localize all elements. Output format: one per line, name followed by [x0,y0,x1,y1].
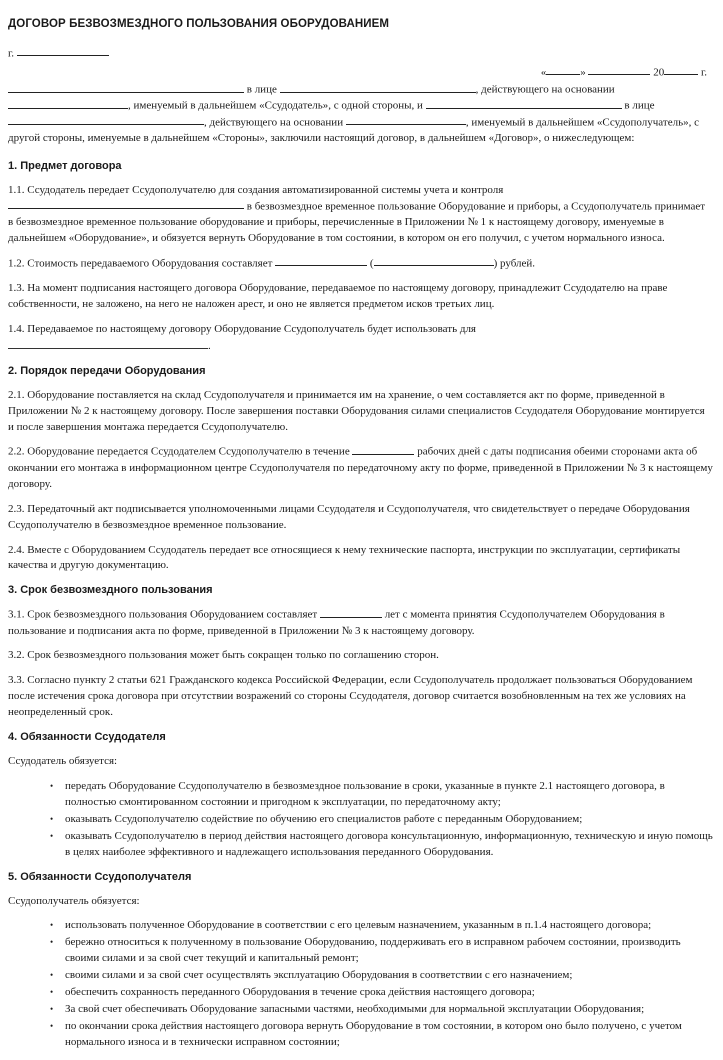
intro-blank-lender-rep[interactable] [280,82,476,92]
clause-2-3: 2.3. Передаточный акт подписывается уполномоченными лицами Ссудодателя и Ссудополучателя, что свидетельствует о передаче Оборудования Ссудополучателю в безвозмездное временное пользование. [8,502,690,531]
clause-3-1-text-b: лет с момента принятия Ссудополучателем Оборудования в пользование и подписания акта по форме, приведенной в Приложении № 3 к настоящему договору. [8,608,665,637]
list-item [8,1002,713,1018]
bullet-icon: • [50,920,54,931]
city-line [8,46,713,61]
section-heading-5: 5. Обязанности Ссудополучателя [8,870,192,883]
section-heading-4: 4. Обязанности Ссудодателя [8,731,166,744]
clause-1-2 [8,256,713,272]
list-item-text: оказывать Ссудополучателю в период действия настоящего договора консультационную, информационную, техническую и иную помощь в целях наиболее эффективного и надлежащего использования переданного Оборудования. [65,829,713,858]
bullet-icon: • [50,813,54,824]
list-item-text: бережно относиться к полученному в пользование Оборудованию, поддерживать его в исправном рабочем состоянии, производить своими силами и за свой счет текущий и капитальный ремонт; [65,936,681,965]
clause-1-3: 1.3. На момент подписания настоящего договора Оборудование, передаваемое по настоящему договору, принадлежит Ссудодателю на праве собственности, не заложено, на него не наложен арест, и оно не является предметом исков третьих лиц. [8,282,668,311]
clause-1-1-text-a: 1.1. Ссудодатель передает Ссудополучателю для создания автоматизированной системы учета и контроля [8,183,504,196]
date-year-blank[interactable] [664,65,698,75]
list-item-text: использовать полученное Оборудование в соответствии с его целевым назначением, указанным в п.1.4 настоящего договора; [65,919,652,932]
intro-blank-borrower-basis[interactable] [346,115,466,125]
clause-1-2-text-c: ) рублей. [493,257,536,270]
clause-3-1-blank-years[interactable] [320,607,382,617]
date-line [8,65,713,80]
list-item [8,968,713,984]
bullet-icon: • [50,937,54,948]
intro-part6: , именуемый в дальнейшем «Ссудополучатель», с другой стороны, именуемые в дальнейшем «Стороны», заключили настоящий договор, в дальнейшем «Договор», о нижеследующем: [8,116,699,145]
intro-part1: в лице [246,83,277,96]
section-heading-1: 1. Предмет договора [8,159,122,172]
date-quote-close: » [580,66,586,79]
clause-1-1-blank[interactable] [8,199,244,209]
section-5-lead: Ссудополучатель обязуется: [8,894,140,907]
clause-3-3: 3.3. Согласно пункту 2 статьи 621 Гражданского кодекса Российской Федерации, если Ссудополучатель продолжает пользоваться Оборудованием после истечения срока договора при отсутствии возражений со стороны Ссудодателя, договор считается возобновленным на тех же условиях на неопределенный срок. [8,674,693,719]
intro-part5: , действующего на основании [204,116,344,129]
bullet-icon: • [50,780,54,791]
date-quote-open: « [540,66,547,79]
city-blank[interactable] [17,46,109,56]
intro-blank-borrower-name[interactable] [426,98,622,108]
clause-2-2-blank-days[interactable] [352,444,414,454]
list-item-text: своими силами и за свой счет осуществлять эксплуатацию Оборудования в соответствии с его назначением; [65,969,573,982]
clause-1-2-blank-figure[interactable] [275,256,367,266]
list-item [8,829,713,861]
clause-1-2-text-b: ( [369,257,374,270]
clause-2-2 [8,444,713,492]
clause-2-2-text-b: рабочих дней с даты подписания обеими сторонами акта об окончании его монтажа в информационном центре Ссудополучателя по передаточному акту по форме, приведенной в Приложении № 3 к настоящему договору. [8,445,713,490]
clause-3-1 [8,607,713,639]
bullet-icon: • [50,987,54,998]
clause-1-1 [8,183,713,247]
section-heading-3: 3. Срок безвозмездного пользования [8,584,213,597]
section-4-duties-list [8,779,713,861]
intro-part2: , действующего на основании [475,83,615,96]
clause-3-2: 3.2. Срок безвозмездного пользования может быть сокращен только по соглашению сторон. [8,649,439,662]
intro-part4: в лице [624,99,655,112]
list-item-text: За свой счет обеспечивать Оборудование запасными частями, необходимыми для нормальной эксплуатации Оборудования; [65,1003,645,1016]
section-4-lead: Ссудодатель обязуется: [8,755,118,768]
list-item-text: по окончании срока действия настоящего договора вернуть Оборудование в том состоянии, в котором оно было получено, с учетом нормального износа и в технически исправном состоянии; [65,1020,682,1048]
clause-2-2-text-a: 2.2. Оборудование передается Ссудодателем Ссудополучателю в течение [8,445,350,458]
section-5-duties-list [8,918,713,1051]
list-item [8,812,713,828]
clause-3-1-text-a: 3.1. Срок безвозмездного пользования Оборудованием составляет [8,608,318,621]
list-item-text: оказывать Ссудополучателю содействие по обучению его специалистов работе с переданным Оборудованием; [65,812,583,825]
list-item-text: обеспечить сохранность переданного Оборудования в течение срока действия настоящего договора; [65,986,535,999]
list-item [8,918,713,934]
section-heading-2: 2. Порядок передачи Оборудования [8,364,206,377]
clause-2-1: 2.1. Оборудование поставляется на склад Ссудополучателя и принимается им на хранение, о чем составляется акт по форме, приведенной в Приложении № 2 к настоящему договору. После завершения поставки Оборудования силами специалистов Ссудодателя Оборудование монтируется и после завершения монтажа передается Ссудополучателю. [8,388,705,433]
bullet-icon: • [50,830,54,841]
bullet-icon: • [50,1021,54,1032]
page-title: ДОГОВОР БЕЗВОЗМЕЗДНОГО ПОЛЬЗОВАНИЯ ОБОРУДОВАНИЕМ [8,18,390,30]
list-item [8,935,713,967]
intro-blank-lender-basis[interactable] [8,98,128,108]
intro-paragraph [8,82,713,147]
city-label: г. [8,47,15,60]
bullet-icon: • [50,970,54,981]
clause-1-4-text-b: . [208,339,211,352]
clause-2-4: 2.4. Вместе с Оборудованием Ссудодатель передает все относящиеся к нему технические паспорта, инструкции по эксплуатации, сертификаты качества и другую документацию. [8,543,681,572]
clause-1-1-text-b: в безвозмездное временное пользование Оборудование и приборы, а Ссудополучатель принимает в безвозмездное временное пользование оборудование и приборы, перечисленные в Приложении № 1 к настоящему договору, именуемые в дальнейшем «Оборудование», и обязуется вернуть Оборудование в том состоянии, в котором он его получил, с учетом нормального износа. [8,200,706,244]
clause-1-4-text-a: 1.4. Передаваемое по настоящему договору Оборудование Ссудополучатель будет использовать для [8,323,476,336]
clause-1-4-blank-purpose[interactable] [8,338,208,349]
intro-part3: , именуемый в дальнейшем «Ссудодатель», с одной стороны, и [128,99,423,112]
bullet-icon: • [50,1004,54,1015]
clause-1-4 [8,322,713,355]
date-day-blank[interactable] [546,65,580,75]
list-item-text: передать Оборудование Ссудополучателю в безвозмездное пользование в сроки, указанные в пункте 2.1 настоящего договора, в полностью смонтированном состоянии и пригодном к эксплуатации, по передаточному акту; [65,779,665,808]
date-month-blank[interactable] [588,65,650,75]
clause-1-2-blank-words[interactable] [374,256,494,266]
clause-1-2-text-a: 1.2. Стоимость передаваемого Оборудования составляет [8,257,273,270]
intro-blank-lender-name[interactable] [8,82,244,92]
intro-blank-borrower-rep[interactable] [8,115,204,125]
date-year-prefix: 20 [653,66,665,79]
list-item [8,985,713,1001]
list-item [8,779,713,811]
date-year-suffix: г. [700,66,707,79]
